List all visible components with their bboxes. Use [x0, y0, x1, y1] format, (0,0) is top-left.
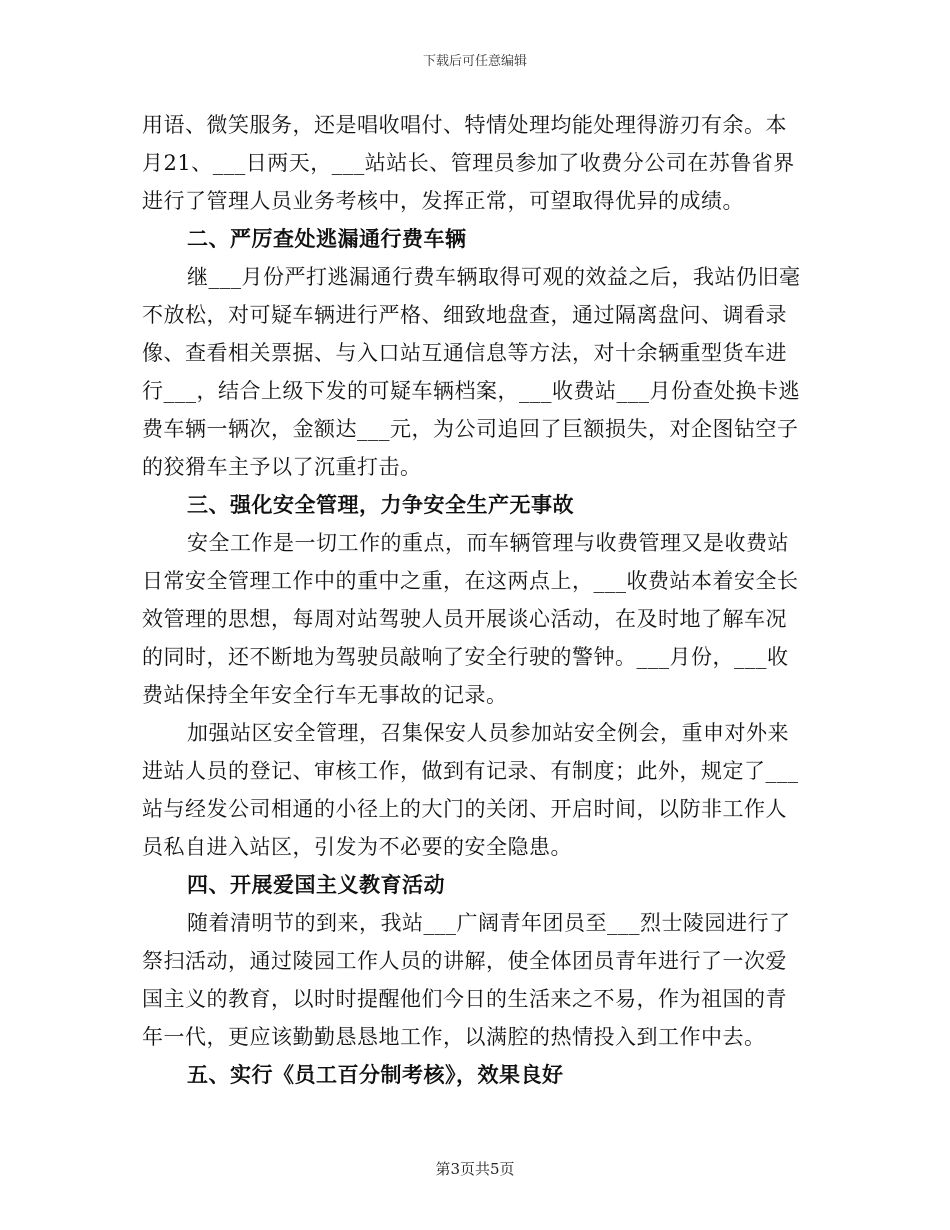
- section-heading: 四、开展爱国主义教育活动: [187, 872, 445, 897]
- document-body: [142, 106, 808, 1094]
- paragraph: [142, 904, 808, 1056]
- paragraph-line: 进行了管理人员业务考核中，发挥正常，可望取得优异的成绩。: [142, 189, 744, 213]
- paragraph-line: 随着清明节的到来，我站___广阔青年团员至___烈士陵园进行了: [187, 911, 791, 935]
- paragraph-line: 费车辆一辆次，金额达___元，为公司追回了巨额损失，对企图钻空子: [142, 417, 799, 441]
- section-heading: 五、实行《员工百分制考核》，效果良好: [187, 1062, 564, 1087]
- paragraph-line: 月21、___日两天，___站站长、管理员参加了收费分公司在苏鲁省界: [142, 151, 795, 175]
- paragraph-line: 的同时，还不断地为驾驶员敲响了安全行驶的警钟。___月份，___收: [142, 645, 789, 669]
- page-number: 第3页共5页: [435, 1160, 515, 1178]
- paragraph-line: 国主义的教育，以时时提醒他们今日的生活来之不易，作为祖国的青: [142, 987, 787, 1011]
- paragraph-line: 进站人员的登记、审核工作，做到有记录、有制度；此外，规定了___: [142, 759, 799, 783]
- page-header: 下载后可任意编辑: [422, 54, 527, 69]
- paragraph-line: 加强站区安全管理，召集保安人员参加站安全例会，重申对外来: [187, 721, 789, 745]
- paragraph-line: 安全工作是一切工作的重点，而车辆管理与收费管理又是收费站: [187, 531, 789, 555]
- paragraph-line: 祭扫活动，通过陵园工作人员的讲解，使全体团员青年进行了一次爱: [142, 949, 787, 973]
- paragraph-line: 继___月份严打逃漏通行费车辆取得可观的效益之后，我站仍旧毫: [187, 265, 801, 289]
- paragraph: [142, 258, 808, 486]
- paragraph-line: 行___，结合上级下发的可疑车辆档案，___收费站___月份查处换卡逃: [142, 379, 800, 403]
- paragraph-line: 员私自进入站区，引发为不必要的安全隐患。: [142, 835, 572, 859]
- paragraph-line: 费站保持全年安全行车无事故的记录。: [142, 683, 508, 707]
- paragraph-line: 的狡猾车主予以了沉重打击。: [142, 455, 422, 479]
- section-heading: 三、强化安全管理，力争安全生产无事故: [187, 492, 574, 517]
- paragraph-line: 用语、微笑服务，还是唱收唱付、特情处理均能处理得游刃有余。本: [142, 113, 787, 137]
- paragraph: [142, 106, 808, 220]
- paragraph-line: 日常安全管理工作中的重中之重，在这两点上，___收费站本着安全长: [142, 569, 799, 593]
- section-heading: 二、严厉查处逃漏通行费车辆: [187, 226, 467, 251]
- paragraph: [142, 714, 808, 866]
- paragraph-line: 站与经发公司相通的小径上的大门的关闭、开启时间，以防非工作人: [142, 797, 787, 821]
- paragraph-line: 年一代，更应该勤勤恳恳地工作，以满腔的热情投入到工作中去。: [142, 1025, 766, 1049]
- paragraph-line: 像、查看相关票据、与入口站互通信息等方法，对十余辆重型货车进: [142, 341, 787, 365]
- paragraph-line: 效管理的思想，每周对站驾驶人员开展谈心活动，在及时地了解车况: [142, 607, 787, 631]
- paragraph: [142, 524, 808, 714]
- paragraph-line: 不放松，对可疑车辆进行严格、细致地盘查，通过隔离盘问、调看录: [142, 303, 787, 327]
